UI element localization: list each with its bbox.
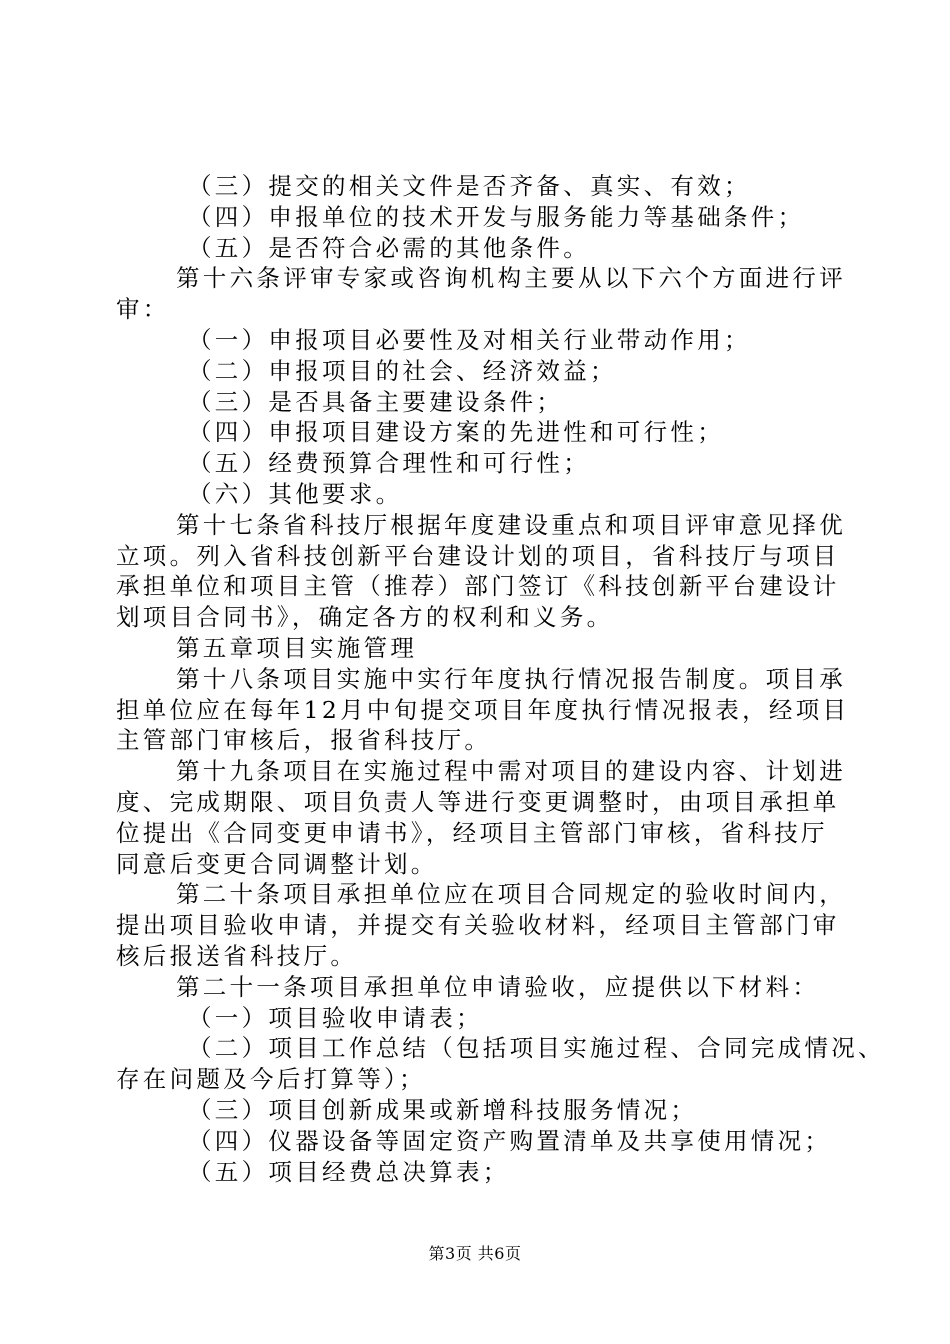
text-line: 承担单位和项目主管（推荐）部门签订《科技创新平台建设计: [116, 572, 840, 601]
text-line: 担单位应在每年12月中旬提交项目年度执行情况报表，经项目: [116, 695, 850, 724]
text-line: 第二十条项目承担单位应在项目合同规定的验收时间内，: [176, 880, 846, 909]
text-line: 提出项目验收申请，并提交有关验收材料，经项目主管部门审: [116, 911, 840, 940]
text-line: （三）提交的相关文件是否齐备、真实、有效；: [188, 172, 751, 200]
document-body: [116, 171, 885, 1187]
text-line: （三）是否具备主要建设条件；: [188, 387, 564, 416]
text-line: 核后报送省科技厅。: [116, 941, 358, 970]
text-line: （三）项目创新成果或新增科技服务情况；: [188, 1095, 698, 1124]
text-line: （六）其他要求。: [188, 479, 403, 508]
text-line: 划项目合同书》，确定各方的权利和义务。: [116, 603, 614, 632]
text-line: 度、完成期限、项目负责人等进行变更调整时，由项目承担单: [116, 787, 840, 816]
text-line: 第十九条项目在实施过程中需对项目的建设内容、计划进: [176, 757, 846, 786]
text-line: 存在问题及今后打算等）；: [116, 1065, 426, 1094]
text-line: 审：: [116, 295, 170, 324]
text-line: 立项。列入省科技创新平台建设计划的项目，省科技厅与项目: [116, 541, 840, 570]
text-line: 位提出《合同变更申请书》，经项目主管部门审核，省科技厅: [116, 818, 828, 847]
text-line: （一）项目验收申请表；: [188, 1003, 483, 1032]
text-line: （二）申报项目的社会、经济效益；: [188, 356, 617, 385]
text-line: （四）申报项目建设方案的先进性和可行性；: [188, 418, 724, 447]
page-number-footer: 第3页 共6页: [428, 1244, 522, 1263]
text-line: （一）申报项目必要性及对相关行业带动作用；: [188, 325, 751, 354]
text-line: （五）是否符合必需的其他条件。: [188, 233, 590, 262]
text-line: 第十八条项目实施中实行年度执行情况报告制度。项目承: [176, 664, 846, 693]
text-line: 同意后变更合同调整计划。: [116, 849, 438, 878]
text-line: 主管部门审核后，报省科技厅。: [116, 726, 492, 755]
text-line: （二）项目工作总结（包括项目实施过程、合同完成情况、: [188, 1034, 885, 1063]
text-line: 第二十一条项目承担单位申请验收，应提供以下材料：: [176, 972, 820, 1001]
text-line: （五）经费预算合理性和可行性；: [188, 449, 590, 478]
text-line: 第十六条评审专家或咨询机构主要从以下六个方面进行评: [176, 264, 846, 293]
text-line: （四）申报单位的技术开发与服务能力等基础条件；: [188, 202, 805, 231]
text-line: （四）仪器设备等固定资产购置清单及共享使用情况；: [188, 1126, 832, 1155]
text-line: 第五章项目实施管理: [176, 633, 418, 662]
text-line: （五）项目经费总决算表；: [188, 1157, 510, 1186]
text-line: 第十七条省科技厅根据年度建设重点和项目评审意见择优: [176, 510, 846, 539]
